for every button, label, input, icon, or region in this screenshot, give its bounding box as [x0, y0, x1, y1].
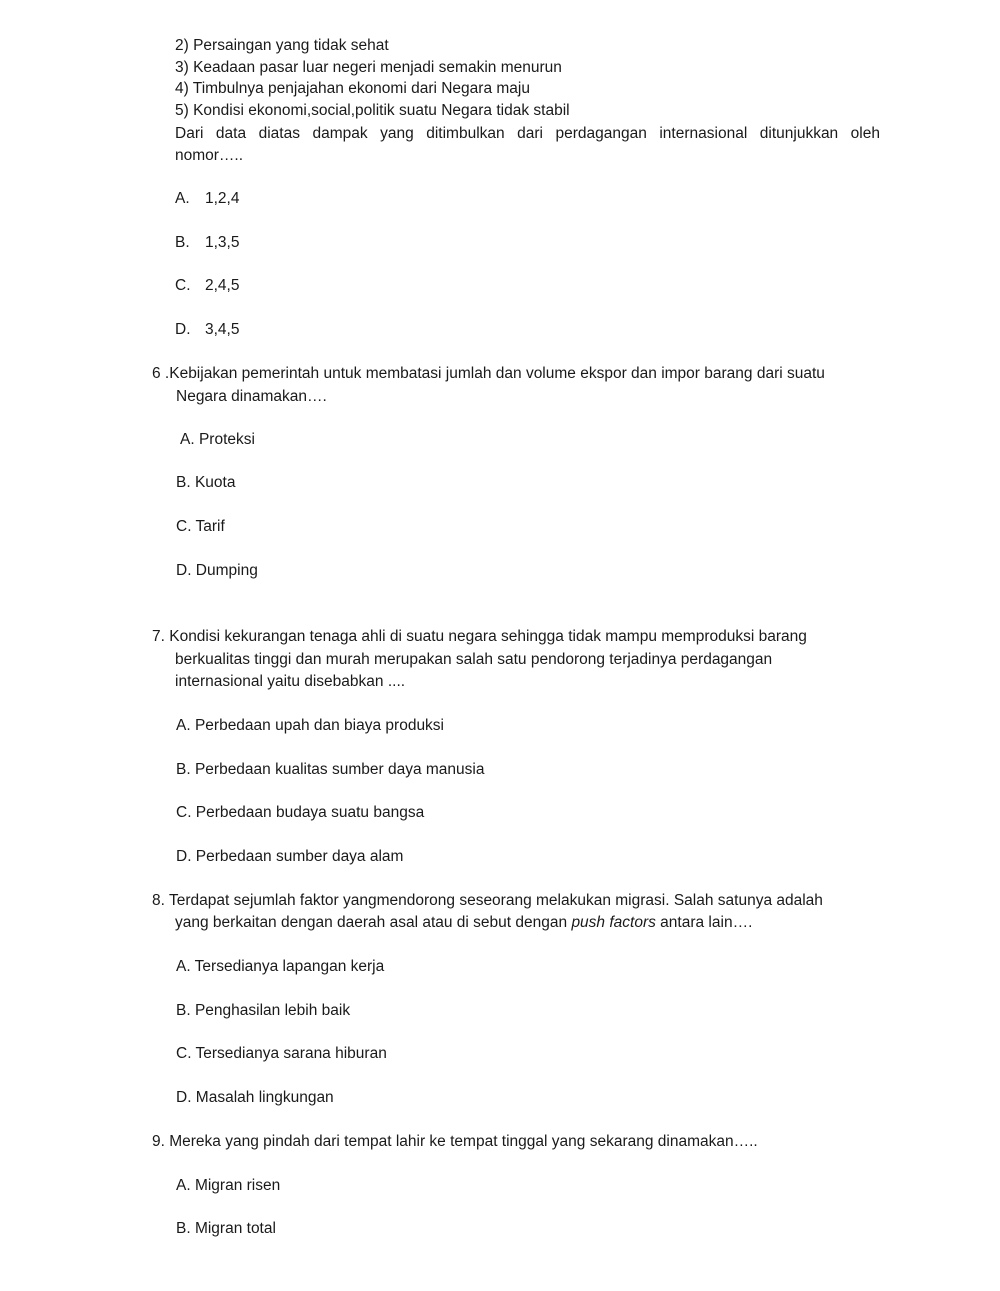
option-text: 1,3,5 — [205, 234, 240, 251]
q7-stem-line2: berkualitas tinggi dan murah merupakan salah satu pendorong terjadinya perdagangan — [175, 651, 773, 668]
q8-stem-line2-pre: yang berkaitan dengan daerah asal atau di sebut dengan — [175, 914, 572, 931]
q7-stem-line3: internasional yaitu disebabkan .... — [175, 673, 406, 690]
option-letter: A. — [175, 190, 190, 207]
q9-option-b[interactable]: B. Migran total — [176, 1220, 276, 1237]
q5-stem-line1: Dari data diatas dampak yang ditimbulkan dari perdagangan internasional ditunjukkan oleh — [175, 125, 880, 142]
option-text: 2,4,5 — [205, 277, 240, 294]
q6-stem-line2: Negara dinamakan…. — [176, 388, 327, 405]
q8-option-d[interactable]: D. Masalah lingkungan — [176, 1089, 334, 1106]
q7-option-a[interactable]: A. Perbedaan upah dan biaya produksi — [176, 717, 445, 734]
q8-option-c[interactable]: C. Tersedianya sarana hiburan — [176, 1045, 387, 1062]
option-letter: D. — [175, 321, 191, 338]
option-text: 3,4,5 — [205, 321, 240, 338]
q9-option-a[interactable]: A. Migran risen — [176, 1177, 281, 1194]
q7-option-b[interactable]: B. Perbedaan kualitas sumber daya manusia — [176, 761, 485, 778]
q5-item-3: 3) Keadaan pasar luar negeri menjadi semakin menurun — [175, 59, 562, 76]
q8-stem-line2-post: antara lain…. — [655, 914, 753, 931]
q7-option-d[interactable]: D. Perbedaan sumber daya alam — [176, 848, 404, 865]
q7-option-c[interactable]: C. Perbedaan budaya suatu bangsa — [176, 804, 425, 821]
q5-option-c[interactable] — [175, 276, 239, 296]
q5-option-a[interactable] — [175, 189, 239, 209]
q8-stem-line1: 8. Terdapat sejumlah faktor yangmendorong seseorang melakukan migrasi. Salah satunya adalah — [152, 892, 823, 909]
q8-stem-line2 — [175, 913, 752, 933]
q5-option-b[interactable] — [175, 233, 239, 253]
option-text: 1,2,4 — [205, 190, 240, 207]
q6-option-c[interactable]: C. Tarif — [176, 518, 225, 535]
q6-stem-line1: 6 .Kebijakan pemerintah untuk membatasi jumlah dan volume ekspor dan impor barang dari suatu — [152, 365, 825, 382]
option-letter: B. — [175, 234, 190, 251]
q9-stem-line1: 9. Mereka yang pindah dari tempat lahir ke tempat tinggal yang sekarang dinamakan….. — [152, 1133, 758, 1150]
q5-item-4: 4) Timbulnya penjajahan ekonomi dari Negara maju — [175, 80, 530, 97]
q7-stem-line1: 7. Kondisi kekurangan tenaga ahli di suatu negara sehingga tidak mampu memproduksi barang — [152, 628, 807, 645]
q6-option-b[interactable]: B. Kuota — [176, 474, 236, 491]
q5-option-d[interactable] — [175, 320, 239, 340]
q8-option-b[interactable]: B. Penghasilan lebih baik — [176, 1002, 351, 1019]
option-letter: C. — [175, 277, 191, 294]
q5-stem-line2: nomor….. — [175, 147, 244, 164]
q5-item-2: 2) Persaingan yang tidak sehat — [175, 37, 389, 54]
q8-option-a[interactable]: A. Tersedianya lapangan kerja — [176, 958, 385, 975]
q6-option-a[interactable]: A. Proteksi — [180, 431, 255, 448]
q5-item-5: 5) Kondisi ekonomi,social,politik suatu Negara tidak stabil — [175, 102, 570, 119]
q6-option-d[interactable]: D. Dumping — [176, 562, 258, 579]
q8-push-factors-term: push factors — [571, 914, 656, 931]
